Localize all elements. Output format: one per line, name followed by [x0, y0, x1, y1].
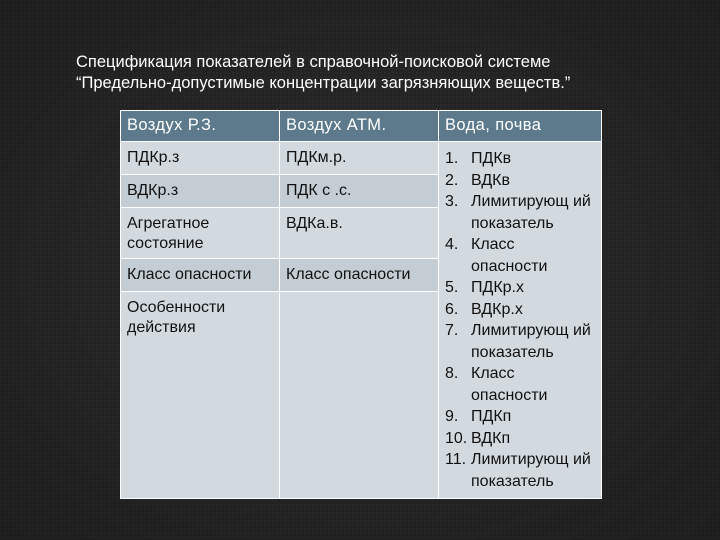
- list-item: 4. Класс опасности: [445, 236, 548, 275]
- list-item: 8. Класс опасности: [445, 365, 548, 404]
- table-cell: ВДКа.в.: [280, 208, 439, 259]
- table-cell: [280, 292, 439, 499]
- list-item: 10. ВДКп: [445, 429, 511, 447]
- title-line-2: “Предельно-допустимые концентрации загрязняющих веществ.”: [76, 74, 571, 92]
- list-item: 6. ВДКр.х: [445, 300, 523, 318]
- table-cell: ПДКм.р.: [280, 142, 439, 175]
- water-indicator-list: [445, 148, 595, 492]
- header-water-soil: Вода, почва: [439, 111, 602, 142]
- list-item: 9. ПДКп: [445, 408, 512, 425]
- specification-table: [120, 110, 602, 499]
- table-cell: Класс опасности: [280, 259, 439, 292]
- table-cell: ПДКр.з: [121, 142, 280, 175]
- list-item: 3. Лимитирующ ий показатель: [445, 193, 591, 232]
- table-cell: Класс опасности: [121, 259, 280, 292]
- header-air-atm: Воздух АТМ.: [280, 111, 439, 142]
- table-row: [121, 142, 602, 175]
- table-cell: Особенности действия: [121, 292, 280, 499]
- water-soil-cell: [439, 142, 602, 499]
- header-air-workzone: Воздух Р.З.: [121, 111, 280, 142]
- table-cell: ПДК с .с.: [280, 175, 439, 208]
- list-item: 7. Лимитирующ ий показатель: [445, 322, 591, 361]
- table-cell: ВДКр.з: [121, 175, 280, 208]
- table-header-row: [121, 111, 602, 142]
- title-line-1: Спецификация показателей в справочной-поисковой системе: [76, 53, 551, 71]
- slide-title: [76, 52, 676, 94]
- list-item: 11. Лимитирующ ий показатель: [445, 451, 591, 490]
- list-item: 2. ВДКв: [445, 171, 510, 189]
- list-item: 5. ПДКр.х: [445, 279, 524, 296]
- table-cell: Агрегатное состояние: [121, 208, 280, 259]
- list-item: 1. ПДКв: [445, 150, 512, 167]
